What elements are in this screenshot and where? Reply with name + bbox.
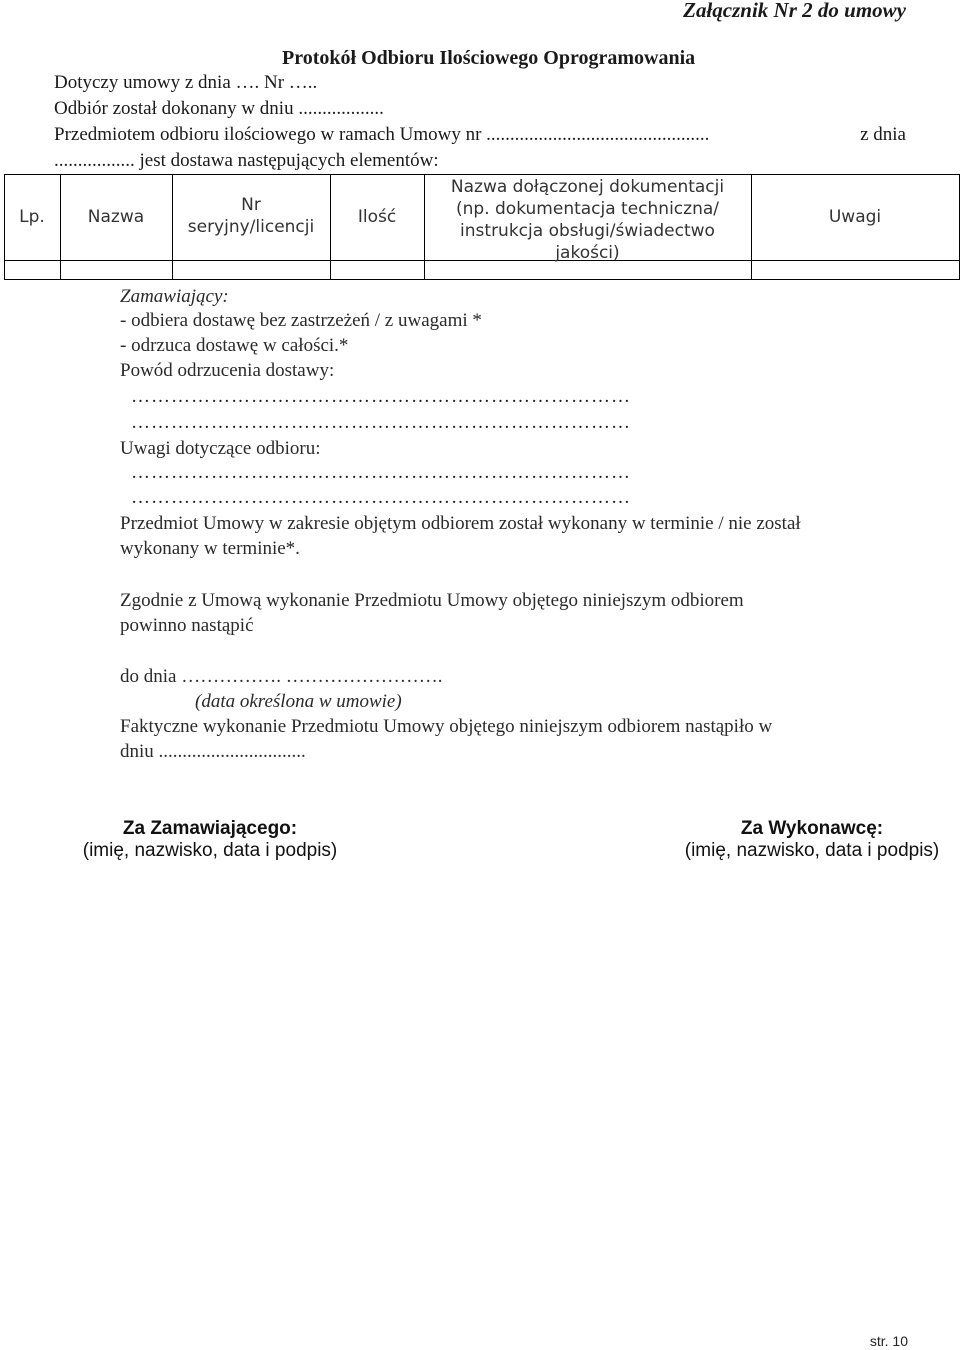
document-title: Protokół Odbioru Ilościowego Oprogramowania	[282, 47, 696, 69]
table-top-border	[4, 174, 960, 175]
intro-delivery-line: ................. jest dostawa następujących elementów:	[54, 150, 439, 171]
remarks-label: Uwagi dotyczące odbioru:	[120, 438, 321, 459]
elements-table	[4, 174, 960, 280]
intro-subject-right: z dnia	[860, 124, 906, 145]
deadline-date-line: do dnia ……………. …………………….	[120, 666, 443, 687]
execution-statement-line2: wykonany w terminie*.	[120, 538, 300, 559]
annex-label: Załącznik Nr 2 do umowy	[683, 0, 906, 22]
signature-contractor	[668, 818, 956, 862]
rejection-reason-line: …………………………………………………………………	[131, 386, 631, 407]
signature-ordering-party	[60, 818, 360, 862]
table-bottom-border	[4, 279, 960, 280]
remarks-line: …………………………………………………………………	[131, 487, 631, 508]
header-documentation	[424, 176, 751, 264]
contract-deadline-line2: powinno nastąpić	[120, 615, 254, 636]
header-doc-line3: instrukcja obsługi/świadectwo	[460, 221, 715, 241]
ordering-party-label: Zamawiający:	[120, 286, 229, 307]
header-ilosc: Ilość	[357, 207, 397, 227]
header-doc-line1: Nazwa dołączonej dokumentacji	[450, 177, 725, 197]
header-uwagi: Uwagi	[828, 207, 882, 227]
signature-contractor-title: Za Wykonawcę:	[740, 818, 884, 839]
signature-ordering-party-title: Za Zamawiającego:	[122, 818, 298, 839]
actual-execution-line2: dniu ...............................	[120, 741, 306, 762]
header-serial-line1: Nr	[241, 195, 261, 215]
option-reject: - odrzuca dostawę w całości.*	[120, 335, 349, 356]
rejection-reason-label: Powód odrzucenia dostawy:	[120, 360, 335, 381]
remarks-line: …………………………………………………………………	[131, 462, 631, 483]
option-accept: - odbiera dostawę bez zastrzeżeń / z uwagami *	[120, 310, 482, 331]
header-serial	[172, 194, 330, 238]
intro-subject-left: Przedmiotem odbioru ilościowego w ramach Umowy nr ...............................................	[54, 124, 710, 145]
actual-execution-line1: Faktyczne wykonanie Przedmiotu Umowy objętego niniejszym odbiorem nastąpiło w	[120, 716, 773, 737]
deadline-date-note: (data określona w umowie)	[195, 691, 402, 712]
intro-contract-date: Dotyczy umowy z dnia …. Nr …..	[54, 72, 318, 93]
rejection-reason-line: …………………………………………………………………	[131, 412, 631, 433]
signature-contractor-caption: (imię, nazwisko, data i podpis)	[684, 840, 940, 861]
intro-subject-line	[54, 124, 906, 146]
header-lp: Lp.	[19, 207, 45, 227]
execution-statement-line1: Przedmiot Umowy w zakresie objętym odbiorem został wykonany w terminie / nie został	[120, 513, 801, 534]
header-doc-line2: (np. dokumentacja techniczna/	[456, 199, 719, 219]
header-nazwa: Nazwa	[87, 207, 145, 227]
page-number: str. 10	[869, 1333, 908, 1349]
header-doc-line4: jakości)	[555, 243, 620, 263]
signature-ordering-party-caption: (imię, nazwisko, data i podpis)	[82, 840, 338, 861]
header-serial-line2: seryjny/licencji	[187, 217, 315, 237]
contract-deadline-line1: Zgodnie z Umową wykonanie Przedmiotu Umowy objętego niniejszym odbiorem	[120, 590, 744, 611]
intro-acceptance-date: Odbiór został dokonany w dniu ..................	[54, 98, 384, 119]
